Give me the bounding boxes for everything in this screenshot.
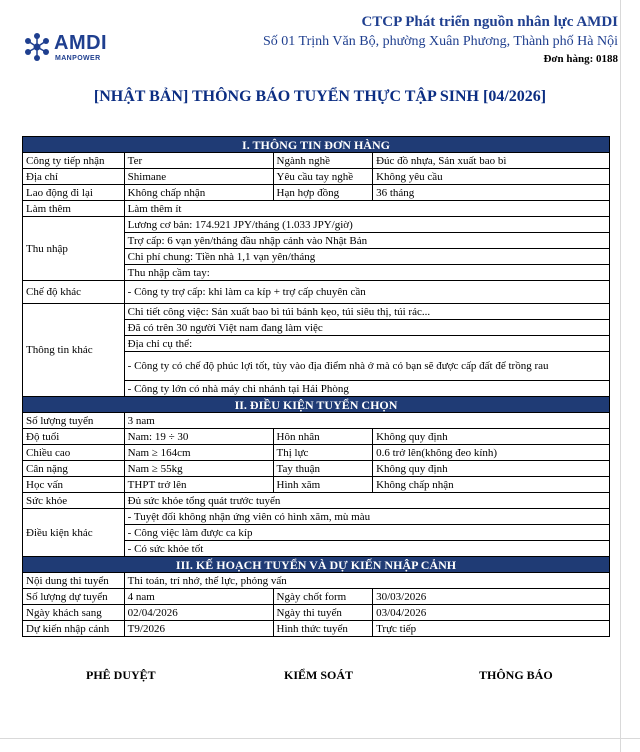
other-line: - Công ty lớn có nhà máy chi nhánh tại Hải Phòng — [124, 381, 609, 397]
condition-line: - Công việc làm được ca kíp — [124, 525, 609, 541]
field-value: 0.6 trở lên(không đeo kính) — [373, 445, 610, 461]
table-row — [23, 509, 610, 525]
order-label: Đơn hàng: — [543, 53, 594, 65]
field-label: Ngành nghề — [273, 153, 373, 169]
field-label: Ngày thi tuyển — [273, 605, 373, 621]
field-value: Không chấp nhận — [124, 185, 273, 201]
field-value: Trực tiếp — [373, 621, 610, 637]
condition-line: - Tuyệt đối không nhận ứng viên có hình xăm, mù màu — [124, 509, 609, 525]
field-label: Ngày chốt form — [273, 589, 373, 605]
section-3-heading: III. KẾ HOẠCH TUYỂN VÀ DỰ KIẾN NHẬP CẢNH — [23, 557, 610, 573]
field-label: Học vấn — [23, 477, 125, 493]
table-row — [23, 153, 610, 169]
table-row — [23, 413, 610, 429]
table-row — [23, 185, 610, 201]
company-name: CTCP Phát triển nguồn nhân lực AMDI — [361, 14, 618, 30]
field-label: Hình xăm — [273, 477, 373, 493]
field-value: Nam ≥ 164cm — [124, 445, 273, 461]
income-line: Trợ cấp: 6 vạn yên/tháng đầu nhập cảnh vào Nhật Bản — [124, 233, 609, 249]
field-label: Hình thức tuyển — [273, 621, 373, 637]
table-row — [23, 217, 610, 233]
signature-control: KIỂM SOÁT — [284, 668, 354, 682]
field-label: Thông tin khác — [23, 304, 125, 397]
field-label: Độ tuổi — [23, 429, 125, 445]
income-line: Chi phí chung: Tiền nhà 1,1 vạn yên/tháng — [124, 249, 609, 265]
field-value: Thi toán, trí nhớ, thể lực, phỏng vấn — [124, 573, 609, 589]
field-label: Thị lực — [273, 445, 373, 461]
field-value: 3 nam — [124, 413, 609, 429]
field-value: 02/04/2026 — [124, 605, 273, 621]
field-value: Không yêu cầu — [373, 169, 610, 185]
field-value: 4 nam — [124, 589, 273, 605]
income-line: Thu nhập cầm tay: — [124, 265, 609, 281]
condition-line: - Có sức khỏe tốt — [124, 541, 609, 557]
table-row — [23, 169, 610, 185]
section-3-header-row — [23, 557, 610, 573]
table-row — [23, 201, 610, 217]
field-label: Công ty tiếp nhận — [23, 153, 125, 169]
field-value: - Công ty trợ cấp: khi làm ca kíp + trợ cấp chuyên cần — [124, 281, 609, 304]
field-value: 36 tháng — [373, 185, 610, 201]
logo-mark-icon — [22, 32, 52, 62]
company-logo — [22, 30, 112, 66]
section-1-heading: I. THÔNG TIN ĐƠN HÀNG — [23, 137, 610, 153]
page-right-edge — [620, 0, 621, 752]
field-value: Đủ sức khỏe tổng quát trước tuyển — [124, 493, 609, 509]
field-label: Yêu cầu tay nghề — [273, 169, 373, 185]
field-label: Điều kiện khác — [23, 509, 125, 557]
section-2-header-row — [23, 397, 610, 413]
table-row — [23, 605, 610, 621]
field-label: Làm thêm — [23, 201, 125, 217]
field-value: 30/03/2026 — [373, 589, 610, 605]
field-label: Thu nhập — [23, 217, 125, 281]
field-value: Nam: 19 ÷ 30 — [124, 429, 273, 445]
section-2-heading: II. ĐIỀU KIỆN TUYỂN CHỌN — [23, 397, 610, 413]
table-row — [23, 429, 610, 445]
field-value: T9/2026 — [124, 621, 273, 637]
table-row — [23, 573, 610, 589]
field-value: Shimane — [124, 169, 273, 185]
table-row — [23, 589, 610, 605]
field-value: Không quy định — [373, 461, 610, 477]
signature-approve: PHÊ DUYỆT — [86, 668, 156, 682]
table-row — [23, 461, 610, 477]
field-value: Không quy định — [373, 429, 610, 445]
field-label: Hạn hợp đồng — [273, 185, 373, 201]
other-line: Chi tiết công việc: Sản xuất bao bì túi bánh kẹo, túi siêu thị, túi rác... — [124, 304, 609, 320]
field-value: Làm thêm ít — [124, 201, 609, 217]
field-label: Hôn nhân — [273, 429, 373, 445]
job-order-table — [22, 136, 610, 637]
document-title: [NHẬT BẢN] THÔNG BÁO TUYỂN THỰC TẬP SINH [04/2026] — [93, 88, 547, 105]
company-address: Số 01 Trịnh Văn Bộ, phường Xuân Phương, Thành phố Hà Nội — [263, 34, 618, 49]
field-label: Dự kiến nhập cảnh — [23, 621, 125, 637]
logo-subtitle: MANPOWER — [55, 55, 101, 62]
other-line: Đã có trên 30 người Việt nam đang làm việc — [124, 320, 609, 336]
field-label: Sức khỏe — [23, 493, 125, 509]
signature-notice: THÔNG BÁO — [479, 668, 553, 682]
field-label: Số lượng tuyển — [23, 413, 125, 429]
field-label: Số lượng dự tuyển — [23, 589, 125, 605]
field-label: Địa chỉ — [23, 169, 125, 185]
page-bottom-edge — [0, 738, 640, 739]
table-row — [23, 304, 610, 320]
field-label: Cân nặng — [23, 461, 125, 477]
field-value: Đúc đồ nhựa, Sản xuất bao bì — [373, 153, 610, 169]
field-label: Ngày khách sang — [23, 605, 125, 621]
field-value: THPT trở lên — [124, 477, 273, 493]
table-row — [23, 281, 610, 304]
table-row — [23, 477, 610, 493]
field-label: Chế độ khác — [23, 281, 125, 304]
field-label: Lao động đi lại — [23, 185, 125, 201]
other-line: - Công ty có chế độ phúc lợi tốt, tùy vào địa điểm nhà ở mà có bạn sẽ được cấp đất để trồng rau — [124, 352, 609, 381]
logo-name: AMDI — [54, 32, 108, 54]
field-value: Ter — [124, 153, 273, 169]
order-value: 0188 — [596, 53, 618, 65]
other-line: Địa chỉ cụ thể: — [124, 336, 609, 352]
table-row — [23, 621, 610, 637]
income-line: Lương cơ bản: 174.921 JPY/tháng (1.033 JPY/giờ) — [124, 217, 609, 233]
company-header — [263, 12, 618, 66]
field-label: Nội dung thi tuyển — [23, 573, 125, 589]
field-label: Chiều cao — [23, 445, 125, 461]
table-row — [23, 445, 610, 461]
field-label: Tay thuận — [273, 461, 373, 477]
section-1-header-row — [23, 137, 610, 153]
table-row — [23, 493, 610, 509]
field-value: 03/04/2026 — [373, 605, 610, 621]
field-value: Nam ≥ 55kg — [124, 461, 273, 477]
order-number — [263, 52, 618, 66]
field-value: Không chấp nhận — [373, 477, 610, 493]
